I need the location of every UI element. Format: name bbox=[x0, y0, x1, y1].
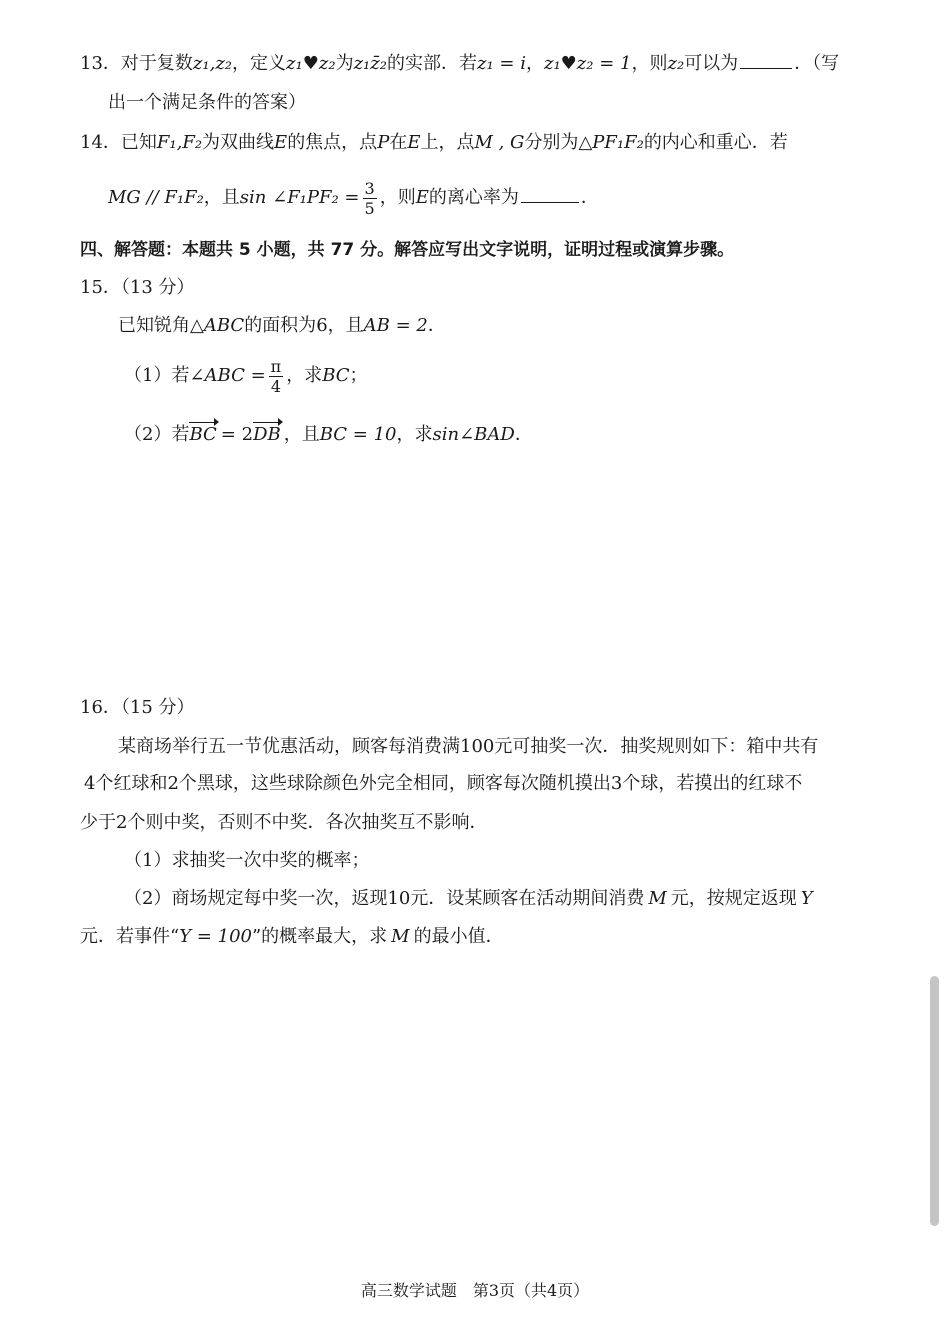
q14-text: 的内心和重心．若 bbox=[643, 132, 788, 153]
q15-text: = 2 bbox=[220, 424, 254, 445]
q13-condition1: z₁ = i bbox=[476, 53, 526, 74]
q13-text: ， bbox=[525, 53, 544, 74]
q16-line6 bbox=[80, 925, 504, 949]
q16-line1: 某商场举行五一节优惠活动，顾客每消费满100元可抽奖一次．抽奖规则如下：箱中共有 bbox=[118, 736, 819, 757]
q14-text: 的离心率为 bbox=[428, 187, 519, 208]
q15-bc: BC bbox=[322, 365, 350, 386]
q16-text: （2）商场规定每中奖一次，返现10元．设某顾客在活动期间消费 bbox=[124, 888, 645, 909]
q15-part2 bbox=[124, 423, 533, 447]
q14-line2 bbox=[108, 178, 599, 218]
scrollbar-thumb[interactable] bbox=[930, 976, 939, 1226]
q15-text: ，求 bbox=[396, 424, 433, 445]
q14-E: E bbox=[415, 187, 429, 208]
q14-line1 bbox=[80, 131, 788, 155]
q15-triangle: △ABC bbox=[190, 315, 245, 336]
q15-text: （1）若 bbox=[124, 365, 190, 386]
q14-P: P bbox=[377, 132, 390, 153]
q14-text: ． bbox=[580, 187, 599, 208]
page-footer: 高三数学试题 第3页（共4页） bbox=[360, 1281, 590, 1300]
q14-triangle: △PF₁F₂ bbox=[578, 132, 644, 153]
q13-product: z₁z̄₂ bbox=[353, 53, 387, 74]
q14-text: 上，点 bbox=[420, 132, 475, 153]
q15-text: 的面积为 bbox=[244, 315, 317, 336]
q13-text: ．（写 bbox=[794, 53, 840, 74]
q14-text: 为双曲线 bbox=[202, 132, 275, 153]
q16-line2: 4个红球和2个黑球，这些球除颜色外完全相同，顾客每次随机摸出3个球，若摸出的红球不 bbox=[84, 773, 803, 794]
q14-number: 14． bbox=[80, 132, 121, 153]
q16-header: 16．（15 分） bbox=[80, 697, 195, 718]
q15-stem bbox=[118, 314, 446, 338]
q14-text: ，则 bbox=[379, 187, 416, 208]
q16-line3: 少于2个则中奖，否则不中奖．各次抽奖互不影响． bbox=[80, 812, 488, 833]
q14-fraction-numerator: 3 bbox=[364, 178, 375, 198]
q14-E: E bbox=[407, 132, 421, 153]
q14-MG: M , G bbox=[474, 132, 525, 153]
q15-header: 15．（13 分） bbox=[80, 277, 195, 298]
q15-ab: AB = 2 bbox=[363, 315, 428, 336]
q14-text: 已知 bbox=[120, 132, 157, 153]
q14-text: 的焦点，点 bbox=[287, 132, 378, 153]
q15-bc10: BC = 10 bbox=[319, 424, 397, 445]
q14-text: 分别为 bbox=[524, 132, 579, 153]
q14-E: E bbox=[274, 132, 288, 153]
section-heading: 四、解答题：本题共 5 小题，共 77 分。解答应写出文字说明，证明过程或演算步骤。 bbox=[80, 240, 735, 260]
q16-Y100: Y = 100 bbox=[179, 926, 252, 947]
q14-text: 在 bbox=[389, 132, 408, 153]
q13-text: 对于复数 bbox=[120, 53, 193, 74]
q14-text: ，且 bbox=[203, 187, 240, 208]
q13-z2: z₂ bbox=[667, 53, 685, 74]
q13-operator: z₁♥z₂ bbox=[286, 53, 336, 74]
q15-text: ，求 bbox=[286, 365, 323, 386]
q13-text: 出一个满足条件的答案） bbox=[108, 92, 306, 113]
q15-fraction-numerator: π bbox=[270, 356, 282, 376]
q15-text: ，且 bbox=[327, 315, 364, 336]
q15-text: 已知锐角 bbox=[118, 315, 190, 336]
q15-angle: ∠ABC = bbox=[189, 365, 266, 386]
q15-fraction-denominator: 4 bbox=[270, 376, 282, 396]
q13-text: 可以为 bbox=[684, 53, 739, 74]
q15-text: （2）若 bbox=[124, 424, 190, 445]
q16-Y: Y bbox=[800, 888, 813, 909]
q13-text: ，定义 bbox=[232, 53, 287, 74]
q13-answer-blank[interactable] bbox=[740, 50, 792, 69]
q14-parallel: MG // F₁F₂ bbox=[108, 187, 204, 208]
q15-text: ． bbox=[427, 315, 446, 336]
q14-sine: sin ∠F₁PF₂ = bbox=[239, 187, 360, 208]
q15-fraction bbox=[269, 357, 284, 396]
q13-z1z2: z₁,z₂ bbox=[192, 53, 233, 74]
q14-foci: F₁,F₂ bbox=[156, 132, 203, 153]
q15-text: ． bbox=[514, 424, 533, 445]
q16-M: M bbox=[391, 926, 410, 947]
q13-condition2: z₁♥z₂ = 1 bbox=[543, 53, 632, 74]
q16-text: ”的概率最大，求 bbox=[251, 926, 388, 947]
q16-line5 bbox=[124, 887, 813, 911]
q15-vector-db: DB bbox=[253, 424, 281, 445]
q13-number: 13． bbox=[80, 53, 121, 74]
q16-text: 元．若事件“ bbox=[80, 926, 180, 947]
q16-M: M bbox=[648, 888, 667, 909]
q13-text: 为 bbox=[335, 53, 354, 74]
q15-sin-bad: sin∠BAD bbox=[432, 424, 515, 445]
q15-text: ； bbox=[349, 365, 368, 386]
q16-line4: （1）求抽奖一次中奖的概率； bbox=[124, 850, 370, 871]
q14-answer-blank[interactable] bbox=[521, 184, 579, 203]
q13-text: ，则 bbox=[631, 53, 668, 74]
q15-area: 6 bbox=[316, 315, 328, 336]
q15-part1 bbox=[124, 356, 368, 396]
q15-text: ，且 bbox=[283, 424, 320, 445]
q16-text: 元，按规定返现 bbox=[670, 888, 797, 909]
q16-text: 的最小值． bbox=[413, 926, 504, 947]
q13-line2 bbox=[108, 91, 306, 115]
q13-line1 bbox=[80, 50, 839, 76]
q15-vector-bc: BC bbox=[189, 424, 217, 445]
q14-fraction bbox=[363, 179, 377, 218]
q14-fraction-denominator: 5 bbox=[364, 198, 375, 218]
q13-text: 的实部．若 bbox=[386, 53, 477, 74]
